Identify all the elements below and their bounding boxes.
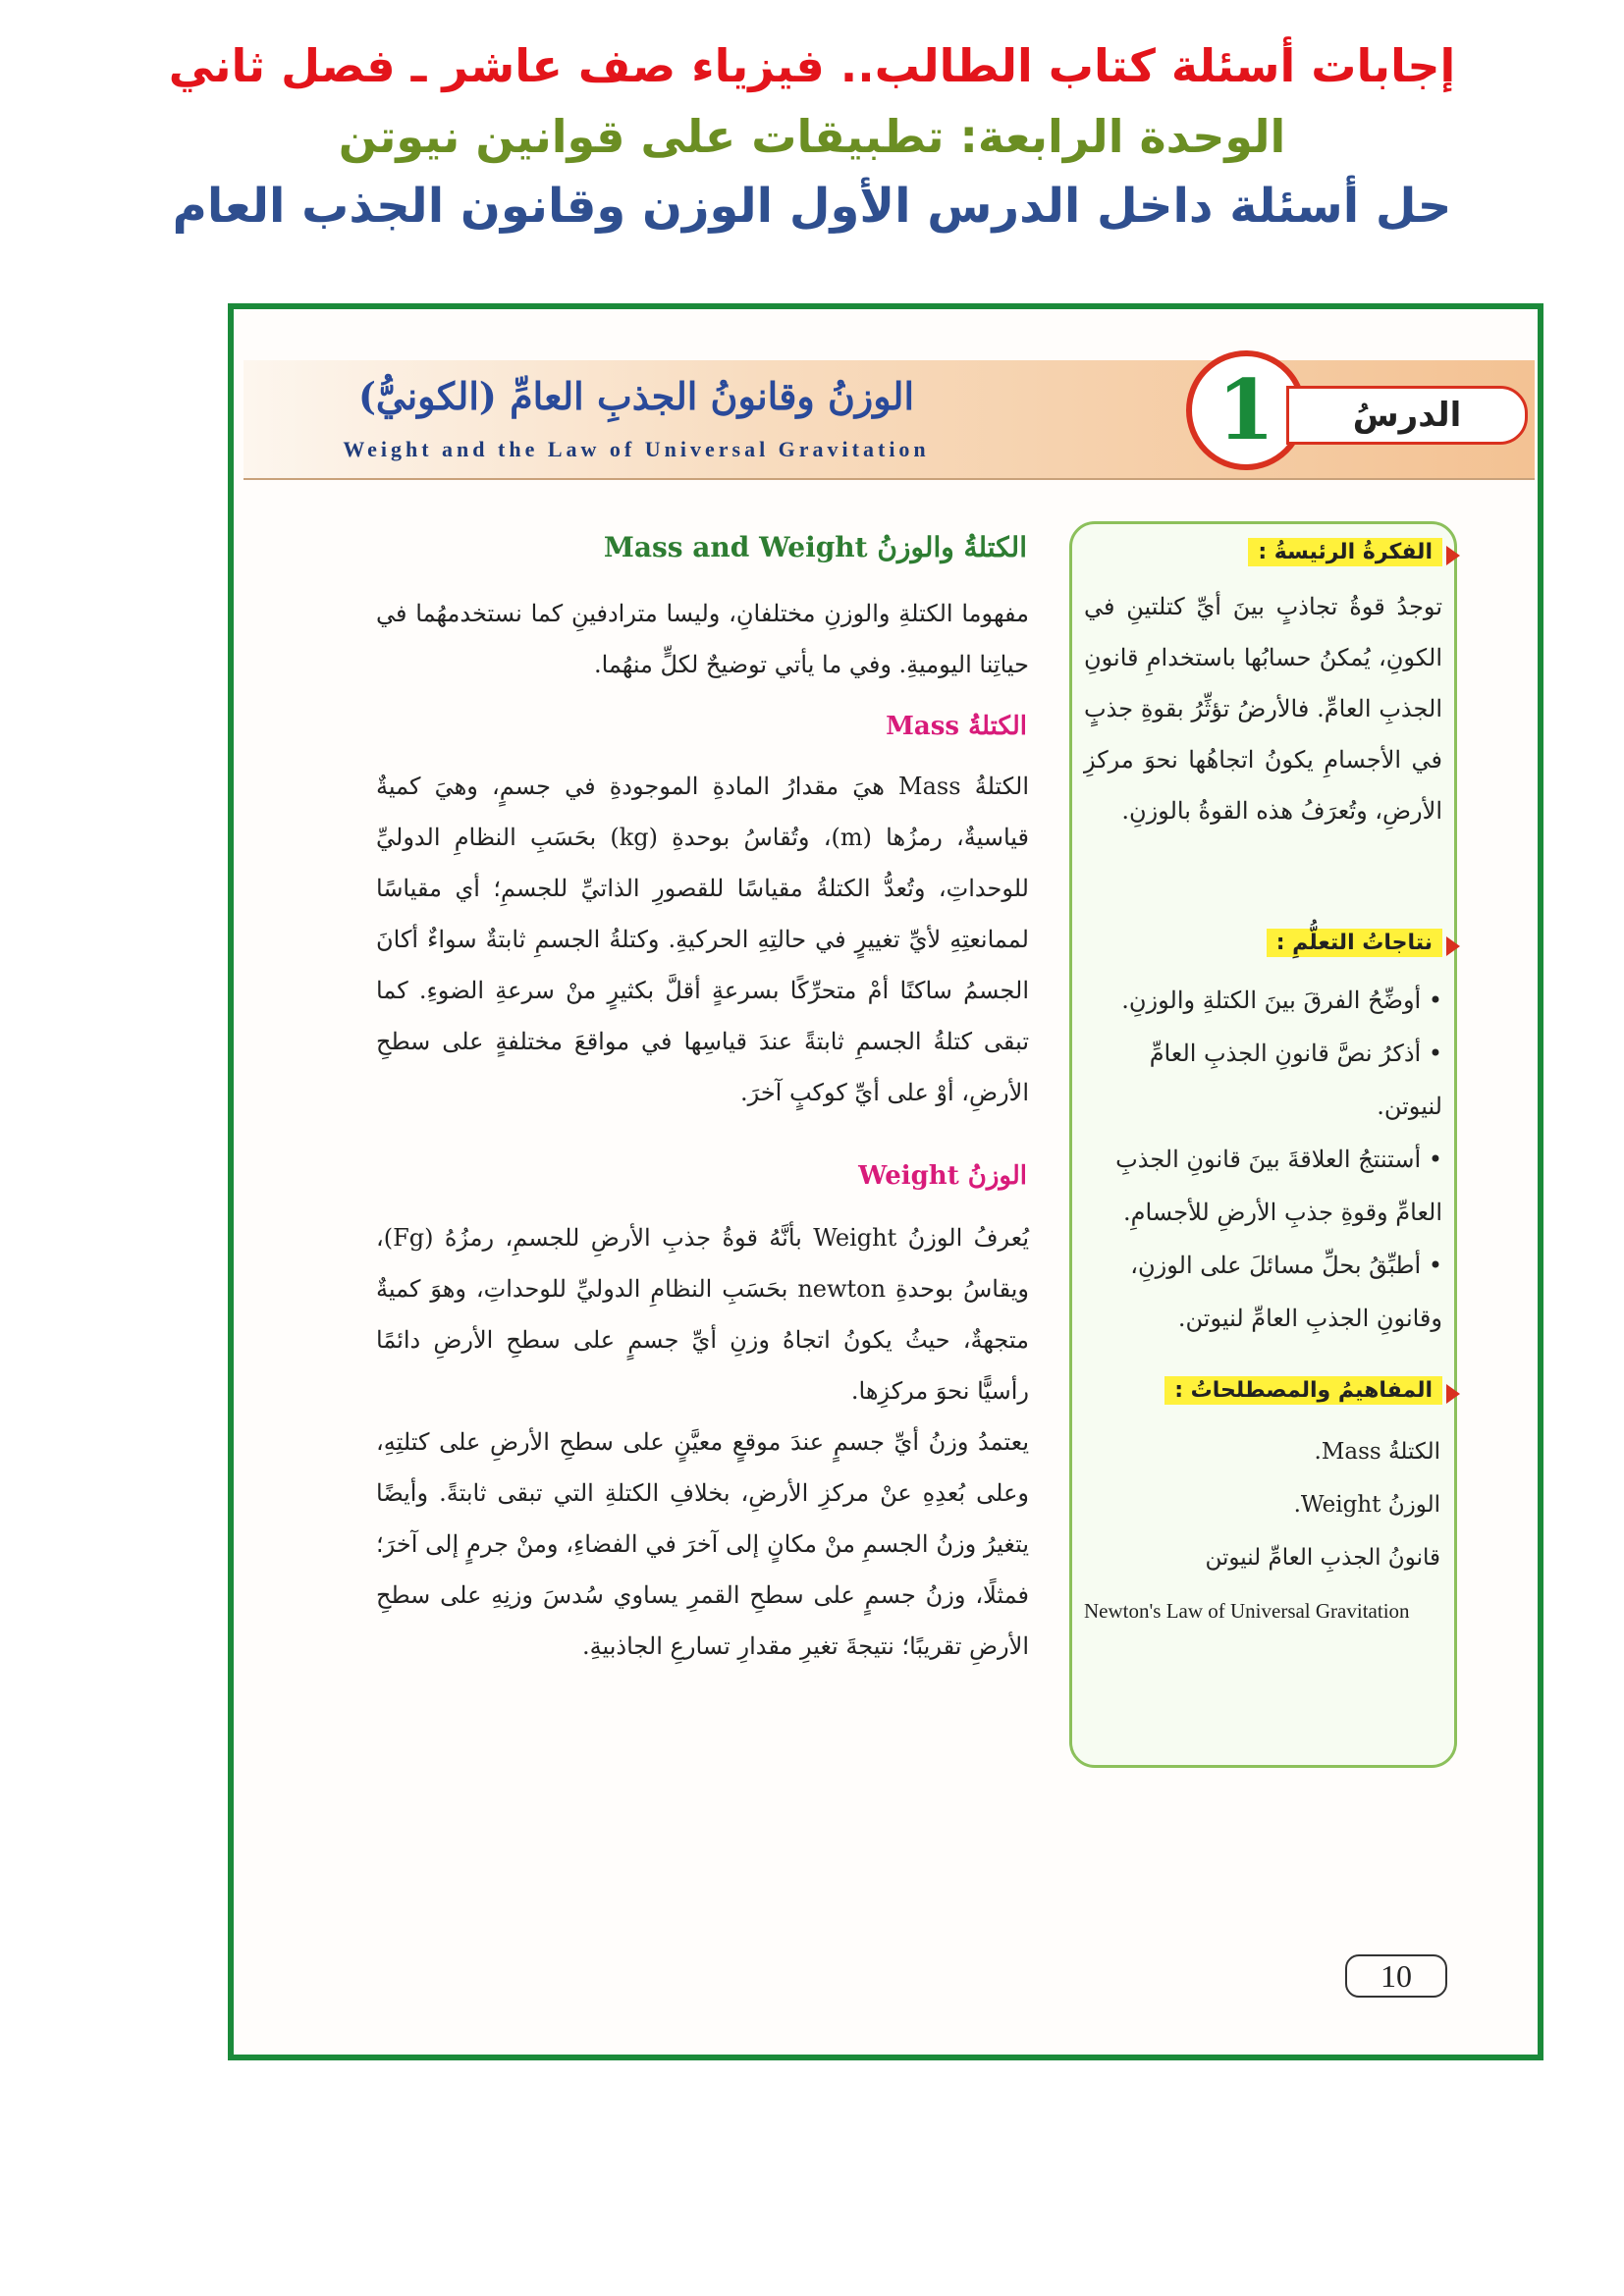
term-item: قانونُ الجذبِ العامِّ لنيوتن <box>1205 1545 1440 1571</box>
term-item: الوزنُ Weight. <box>1293 1492 1440 1518</box>
terms-label: المفاهيمُ والمصطلحاتُ : <box>1164 1376 1442 1405</box>
outcome-item: • أوضِّحُ الفرقَ بينَ الكتلةِ والوزنِ. <box>1082 974 1442 1027</box>
lesson-banner <box>244 360 1535 480</box>
main-idea-label: الفكرةُ الرئيسةُ : <box>1248 538 1442 566</box>
intro-paragraph: مفهوما الكتلةِ والوزنِ مختلفانِ، وليسا مترادفينِ كما نستخدمهُما في حياتِنا اليوميةِ. وفي ما يأتي توضيحٌ لكلٍّ منهُما. <box>376 600 1029 678</box>
weight-paragraph: يُعرفُ الوزنُ Weight بأنَّهُ قوةُ جذبِ الأرضِ للجسمِ، رمزُهُ (Fg)، ويقاسُ بوحدةِ newton بحَسَبِ النظامِ الدوليِّ للوحداتِ، وهوَ كميةٌ متجهةٌ، حيثُ يكونُ اتجاهُ وزنِ أيِّ جسمٍ على سطحِ الأرضِ دائمًا رأسيًّا نحوَ مركزِها. <box>376 1224 1029 1405</box>
section-title: الكتلةُ والوزنُ Mass and Weight <box>603 531 1027 563</box>
header-title: إجابات أسئلة كتاب الطالب.. فيزياء صف عاشر ـ فصل ثاني <box>168 39 1456 92</box>
term-item: Newton's Law of Universal Gravitation <box>1084 1599 1410 1623</box>
mass-heading: الكتلةُ Mass <box>886 712 1027 741</box>
weight-paragraph-2: يعتمدُ وزنُ أيِّ جسمٍ عندَ موقعٍ معيَّنٍ على سطحِ الأرضِ على كتلتِهِ، وعلى بُعدِهِ عنْ مركزِ الأرضِ، بخلافِ الكتلةِ التي تبقى ثابتةً. وأيضًا يتغيرُ وزنُ الجسمِ منْ مكانٍ إلى آخرَ في الفضاءِ، ومنْ جرمٍ إلى آخرَ؛ فمثلًا، وزنُ جسمٍ على سطحِ القمرِ يساوي سُدسَ وزنِهِ على سطحِ الأرضِ تقريبًا؛ نتيجةَ تغيرِ مقدارِ تسارعِ الجاذبيةِ. <box>376 1428 1029 1660</box>
sidebar-box <box>1069 521 1457 1768</box>
terms-list <box>1084 1425 1440 1637</box>
weight-heading: الوزنُ Weight <box>858 1161 1027 1191</box>
banner-subtitle: Weight and the Law of Universal Gravitation <box>343 437 930 461</box>
outcomes-label: نتاجاتُ التعلُّمِ : <box>1267 929 1442 957</box>
outcome-item: • أطبِّقُ بحلِّ مسائلَ على الوزنِ، وقانونِ الجذبِ العامِّ لنيوتن. <box>1082 1239 1442 1345</box>
banner-title: الوزنُ وقانونُ الجذبِ العامِّ (الكونيُّ) <box>357 374 915 418</box>
main-idea-text: توجدُ قوةُ تجاذبٍ بينَ أيِّ كتلتينِ في الكونِ، يُمكنُ حسابُها باستخدامِ قانونِ الجذبِ العامِّ. فالأرضُ تؤثِّرُ بقوةِ جذبٍ في الأجسامِ يكونُ اتجاهُها نحوَ مركزِ الأرضِ، وتُعرَفُ هذه القوةُ بالوزنِ. <box>1084 593 1442 825</box>
page-number: 10 <box>1345 1954 1447 1998</box>
lesson-number: 1 <box>1186 350 1306 470</box>
lesson-heading: حل أسئلة داخل الدرس الأول الوزن وقانون الجذب العام <box>172 179 1452 234</box>
outcome-item: • أستنتجُ العلاقةَ بينَ قانونِ الجذبِ العامِّ وقوةِ جذبِ الأرضِ للأجسامِ. <box>1082 1133 1442 1239</box>
lesson-label: الدرسُ <box>1286 386 1528 445</box>
outcomes-list <box>1082 974 1442 1345</box>
unit-title: الوحدة الرابعة: تطبيقات على قوانين نيوتن <box>338 110 1286 163</box>
term-item: الكتلةُ Mass. <box>1314 1439 1440 1465</box>
textbook-page <box>228 303 1543 2060</box>
mass-paragraph: الكتلةُ Mass هيَ مقدارُ المادةِ الموجودةِ في جسمٍ، وهيَ كميةٌ قياسيةٌ، رمزُها (m)، وتُقاسُ بوحدةِ (kg) بحَسَبِ النظامِ الدوليِّ للوحداتِ، وتُعدُّ الكتلةُ مقياسًا للقصورِ الذاتيِّ للجسمِ؛ أي مقياسًا لممانعتِهِ لأيِّ تغييرٍ في حالتِهِ الحركيةِ. وكتلةُ الجسمِ ثابتةٌ سواءٌ أكانَ الجسمُ ساكنًا أمْ متحرِّكًا بسرعةٍ أقلَّ بكثيرٍ منْ سرعةِ الضوءِ. كما تبقى كتلةُ الجسمِ ثابتةً عندَ قياسِها في مواقعَ مختلفةٍ على سطحِ الأرضِ، أوْ على أيِّ كوكبٍ آخرَ. <box>376 773 1030 1106</box>
outcome-item: • أذكرُ نصَّ قانونِ الجذبِ العامِّ لنيوتن. <box>1082 1027 1442 1133</box>
